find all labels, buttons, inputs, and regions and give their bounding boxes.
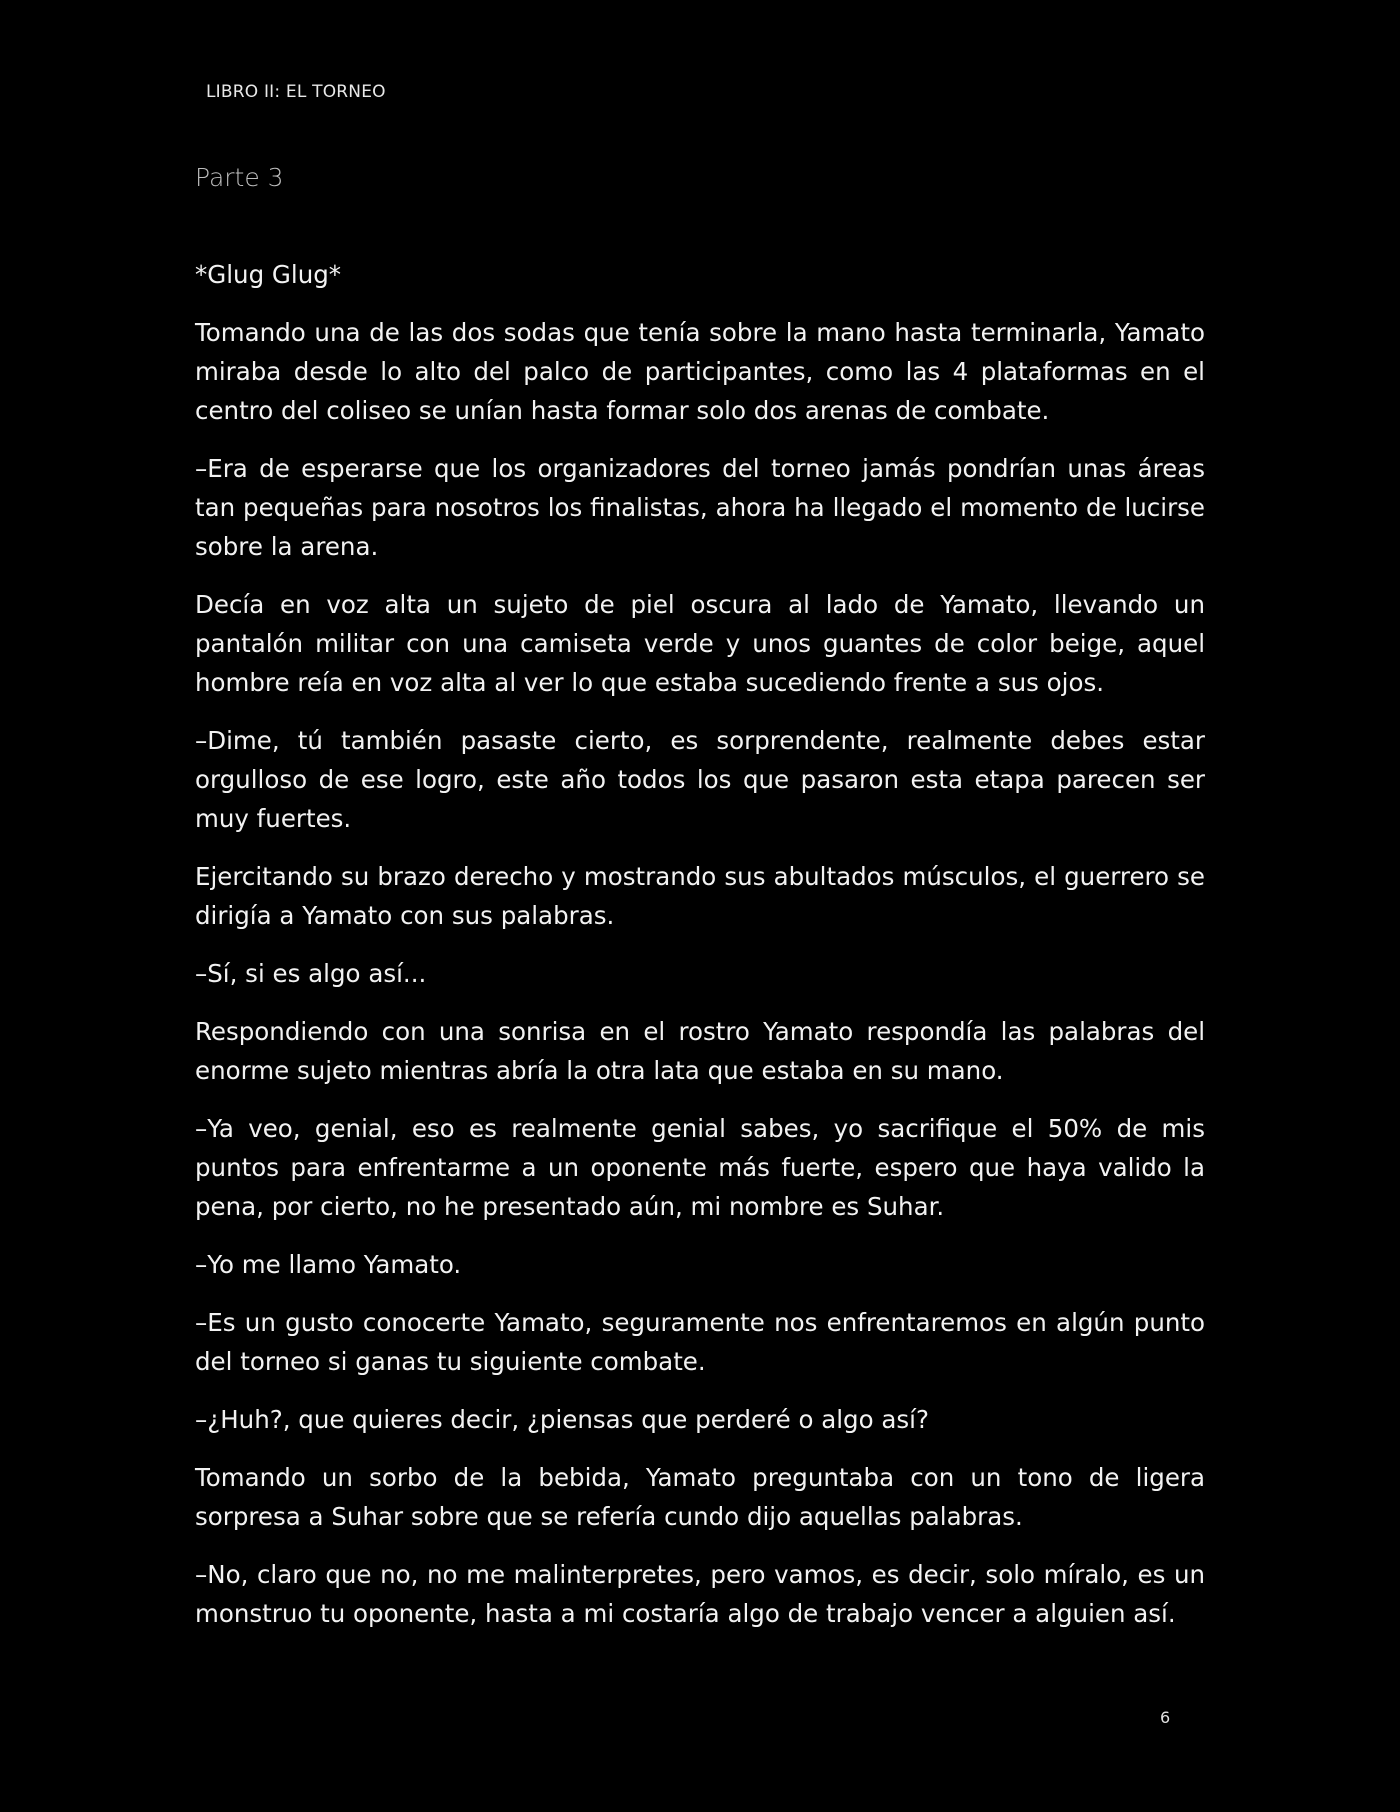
paragraph: *Glug Glug* bbox=[195, 260, 342, 289]
paragraph: –Ya veo, genial, eso es realmente genial sabes, yo sacrifique el 50% de mis puntos para enfrentarme a un oponente más fuerte, espero que haya valido la pena, por cierto, no he presentado aún, mi nombre es Suhar. bbox=[195, 1114, 1205, 1221]
paragraph: Ejercitando su brazo derecho y mostrando sus abultados músculos, el guerrero se dirigía a Yamato con sus palabras. bbox=[195, 862, 1205, 930]
paragraph: –Sí, si es algo así... bbox=[195, 959, 427, 988]
running-header: LIBRO II: EL TORNEO bbox=[206, 82, 386, 102]
paragraph: –Es un gusto conocerte Yamato, seguramente nos enfrentaremos en algún punto del torneo si ganas tu siguiente combate. bbox=[195, 1308, 1205, 1376]
paragraph: Tomando una de las dos sodas que tenía sobre la mano hasta terminarla, Yamato miraba desde lo alto del palco de participantes, como las 4 plataformas en el centro del coliseo se unían hasta formar solo dos arenas de combate. bbox=[195, 318, 1205, 425]
page-number: 6 bbox=[1160, 1708, 1171, 1727]
paragraph: –Yo me llamo Yamato. bbox=[195, 1250, 462, 1279]
chapter-title: Parte 3 bbox=[195, 163, 284, 192]
paragraph: Respondiendo con una sonrisa en el rostro Yamato respondía las palabras del enorme sujeto mientras abría la otra lata que estaba en su mano. bbox=[195, 1017, 1205, 1085]
paragraph: Decía en voz alta un sujeto de piel oscura al lado de Yamato, llevando un pantalón militar con una camiseta verde y unos guantes de color beige, aquel hombre reía en voz alta al ver lo que estaba sucediendo frente a sus ojos. bbox=[195, 590, 1205, 697]
paragraph: –¿Huh?, que quieres decir, ¿piensas que perderé o algo así? bbox=[195, 1405, 929, 1434]
paragraph: Tomando un sorbo de la bebida, Yamato preguntaba con un tono de ligera sorpresa a Suhar sobre que se refería cundo dijo aquellas palabras. bbox=[195, 1463, 1205, 1531]
paragraph: –No, claro que no, no me malinterpretes, pero vamos, es decir, solo míralo, es un monstruo tu oponente, hasta a mi costaría algo de trabajo vencer a alguien así. bbox=[195, 1560, 1205, 1628]
body-text bbox=[195, 255, 1205, 1652]
paragraph: –Era de esperarse que los organizadores del torneo jamás pondrían unas áreas tan pequeñas para nosotros los finalistas, ahora ha llegado el momento de lucirse sobre la arena. bbox=[195, 454, 1205, 561]
paragraph: –Dime, tú también pasaste cierto, es sorprendente, realmente debes estar orgulloso de ese logro, este año todos los que pasaron esta etapa parecen ser muy fuertes. bbox=[195, 726, 1205, 833]
